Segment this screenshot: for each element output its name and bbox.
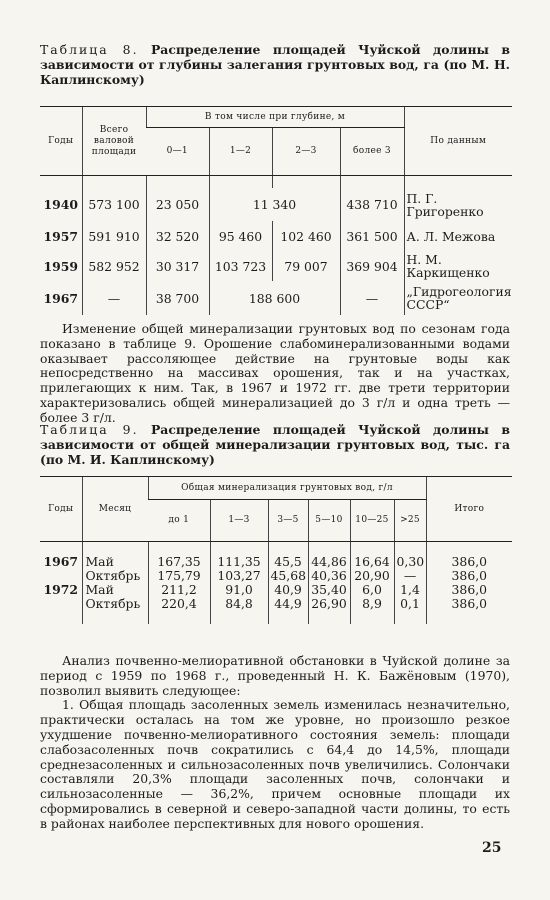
paragraph1-text: Изменение общей минерализации грунтовых вод по сезонам года показано в таблице 9. Орошение слабоминерализованными водами оказывает рассоляющее действие на грунтовые воды как непосредственно на массивах орошения, так и на участках, прилегающих к ним. Так, в 1967 и 1972 гг. две трети территории характеризовались общей минерализацией до 3 г/л и одна треть — более 3 г/л.	[40, 321, 510, 425]
table8	[40, 106, 512, 315]
table9-caption	[40, 422, 510, 467]
table9-row3-c2: 91,0	[210, 582, 268, 596]
table8-row4-d3p: —	[340, 281, 404, 315]
table9-row1-year: 1967	[43, 553, 78, 569]
table9	[40, 476, 512, 624]
table9-row2-c1: 175,79	[148, 568, 210, 582]
table8-caption-lead: Таблица 8.	[40, 42, 139, 57]
table9-header-years: Годы	[40, 477, 82, 542]
table9-row3-total: 386,0	[426, 582, 512, 596]
table8-row4-total: —	[82, 281, 146, 315]
table8-row3-d23: 79 007	[272, 251, 340, 281]
table8-row1-d3p: 438 710	[340, 188, 404, 221]
table8-row2-d23: 102 460	[272, 221, 340, 251]
table8-header-d3: 2—3	[272, 128, 340, 176]
table9-row1-c3: 45,5	[268, 554, 308, 568]
table8-row2-source: А. Л. Межова	[404, 221, 512, 251]
table9-row1-month: Май	[82, 554, 148, 568]
table9-row4-c6: 0,1	[394, 596, 426, 610]
table9-row2-total: 386,0	[426, 568, 512, 582]
paragraph-analysis	[40, 654, 510, 832]
table8-row4-source: „Гидрогеология СССР“	[404, 281, 512, 315]
table9-row	[40, 582, 512, 596]
table8-caption-text: Распределение площадей Чуйской долины в зависимости от глубины залегания грунтовых вод, га (по М. Н. Каплинскому)	[40, 42, 511, 87]
table9-header-c5: 10—25	[350, 500, 394, 542]
table9-row4-c5: 8,9	[350, 596, 394, 610]
table9-row2-c6: —	[394, 568, 426, 582]
table8-row1-year: 1940	[43, 197, 78, 212]
table8-header-depth-group: В том числе при глубине, м	[146, 107, 404, 128]
table9-row4-c2: 84,8	[210, 596, 268, 610]
table9-row1-c5: 16,64	[350, 554, 394, 568]
table8-header-years: Годы	[40, 107, 82, 176]
table9-header-month: Месяц	[82, 477, 148, 542]
table8-row3-source: Н. М. Каркищенко	[404, 251, 512, 281]
paragraph3-text: 1. Общая площадь засоленных земель изменилась незначительно, практически осталась на том же уровне, но произошло резкое ухудшение почвенно-мелиоративного состояния земель: площади слабозасоленных почв сократились с 64,4 до 14,5%, площади среднезасоленных и сильнозасоленных почв увеличились. Солончаки составляли 20,3% площади засоленных почв, солончаки и сильнозасоленные — 36,2%, причем основные площади их сформировались в северной и северо-западной части долины, то есть в районах наиболее перспективных для нового орошения.	[40, 697, 510, 831]
table8-header-d2: 1—2	[209, 128, 272, 176]
table9-row3-c3: 40,9	[268, 582, 308, 596]
table9-caption-lead: Таблица 9.	[40, 422, 139, 437]
table9-row2-month: Октябрь	[82, 568, 148, 582]
table8-row1-d13: 11 340	[209, 188, 340, 221]
table9-header-c4: 5—10	[308, 500, 350, 542]
table9-row3-c1: 211,2	[148, 582, 210, 596]
table9-row4-c1: 220,4	[148, 596, 210, 610]
table8-header-source: По данным	[404, 107, 512, 176]
table9-header-group: Общая минерализация грунтовых вод, г/л	[148, 477, 426, 500]
paragraph-mineralization	[40, 322, 510, 426]
table9-row1-c6: 0,30	[394, 554, 426, 568]
table9-row1-c2: 111,35	[210, 554, 268, 568]
table9-caption-text: Распределение площадей Чуйской долины в зависимости от общей минерализации грунтовых вод, тыс. га (по М. И. Каплинскому)	[40, 422, 511, 467]
table9-row4-total: 386,0	[426, 596, 512, 610]
table9-row4-year	[40, 596, 82, 610]
table9-header-c2: 1—3	[210, 500, 268, 542]
table8-header-d1: 0—1	[146, 128, 209, 176]
table9-header-c1: до 1	[148, 500, 210, 542]
table9-row1-c4: 44,86	[308, 554, 350, 568]
table9-header-c6: >25	[394, 500, 426, 542]
table8-row1-source: П. Г. Григоренко	[404, 188, 512, 221]
table8-row4-d13: 188 600	[209, 281, 340, 315]
table9-row2-c4: 40,36	[308, 568, 350, 582]
table9-row4-c4: 26,90	[308, 596, 350, 610]
table9-row1-total: 386,0	[426, 554, 512, 568]
table9-row2-year	[40, 568, 82, 582]
table8-caption	[40, 42, 510, 87]
table8-row3-d3p: 369 904	[340, 251, 404, 281]
table8-row3-d01: 30 317	[146, 251, 209, 281]
table8-row4-year: 1967	[43, 290, 78, 306]
table8-row1-d01: 23 050	[146, 188, 209, 221]
table9-row2-c5: 20,90	[350, 568, 394, 582]
table8-header-d4: более 3	[340, 128, 404, 176]
table9-row4-month: Октябрь	[82, 596, 148, 610]
table9-row3-c4: 35,40	[308, 582, 350, 596]
table9-row3-month: Май	[82, 582, 148, 596]
table8-row3-total: 582 952	[82, 251, 146, 281]
table8-row1-total: 573 100	[82, 188, 146, 221]
table8-row2-year: 1957	[43, 228, 78, 244]
table9-header-c3: 3—5	[268, 500, 308, 542]
table8-header-total: Всего валовой площади	[82, 107, 146, 176]
paragraph2-text: Анализ почвенно-мелиоративной обстановки в Чуйской долине за период с 1959 по 1968 г., проведенный Н. К. Бажёновым (1970), позволил выявить следующее:	[40, 653, 510, 698]
table9-row	[40, 596, 512, 610]
table8-row2-d12: 95 460	[209, 221, 272, 251]
table9-row	[40, 554, 512, 568]
table9-row2-c2: 103,27	[210, 568, 268, 582]
table9-header-total: Итого	[426, 477, 512, 542]
table9-row3-c6: 1,4	[394, 582, 426, 596]
table8-row2-total: 591 910	[82, 221, 146, 251]
table8-row3-year: 1959	[43, 258, 78, 274]
table8-row2-d3p: 361 500	[340, 221, 404, 251]
table9-row4-c3: 44,9	[268, 596, 308, 610]
table8-row4-d01: 38 700	[146, 281, 209, 315]
table8-row3-d12: 103 723	[209, 251, 272, 281]
page-number: 25	[482, 840, 502, 856]
table9-row2-c3: 45,68	[268, 568, 308, 582]
table9-row3-c5: 6,0	[350, 582, 394, 596]
table9-row1-c1: 167,35	[148, 554, 210, 568]
table9-row3-year: 1972	[43, 581, 78, 597]
table9-row	[40, 568, 512, 582]
table8-row2-d01: 32 520	[146, 221, 209, 251]
